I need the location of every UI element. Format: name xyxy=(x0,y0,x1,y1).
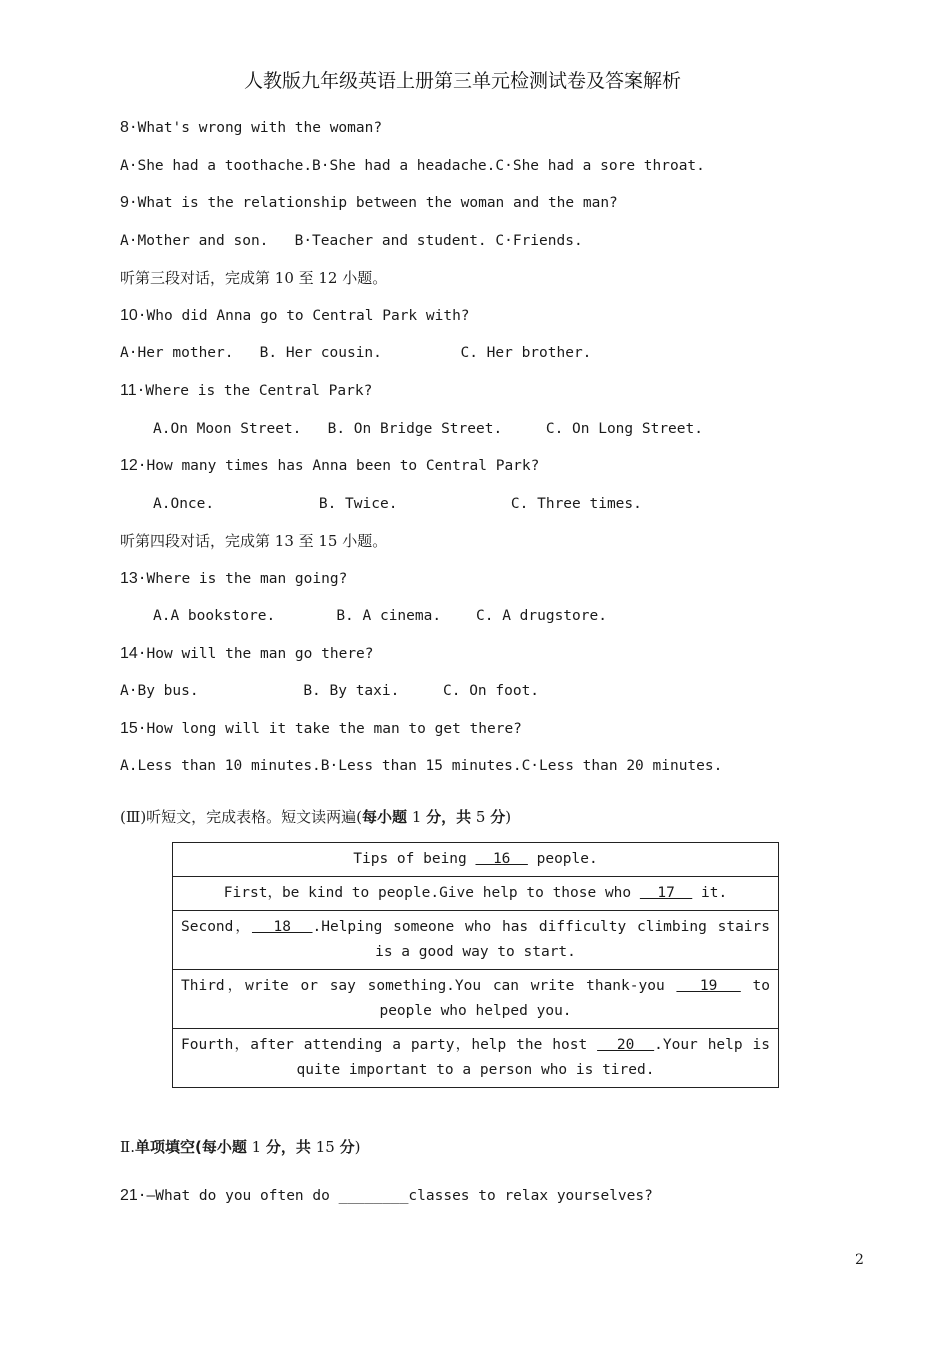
question-sep: · xyxy=(137,1188,147,1204)
cell-text: to people who helped you. xyxy=(379,978,770,1019)
question-10-options: A·Her mother. B. Her cousin. C. Her brother. xyxy=(120,345,592,361)
question-sep: · xyxy=(137,571,147,587)
question-number: 8 xyxy=(120,119,129,136)
question-15 xyxy=(120,718,522,740)
table-cell xyxy=(173,877,779,911)
question-10 xyxy=(120,305,470,327)
question-number: 15 xyxy=(120,720,138,737)
question-8-options: A·She had a toothache.B·She had a headache.C·She had a sore throat. xyxy=(120,158,705,174)
table-row xyxy=(173,970,779,1029)
table-row xyxy=(173,1029,779,1088)
question-text: How many times has Anna been to Central Park? xyxy=(146,458,540,474)
question-text: How will the man go there? xyxy=(146,646,374,662)
table-row xyxy=(173,911,779,970)
table-row xyxy=(173,843,779,877)
cell-text: people. xyxy=(527,851,598,867)
question-number: 12 xyxy=(120,457,138,474)
heading-prefix: (Ⅲ)听短文，完成表格。短文读两遍( xyxy=(120,808,363,826)
question-number: 14 xyxy=(120,645,138,662)
question-9 xyxy=(120,192,618,214)
question-13-options: A.A bookstore. B. A cinema. C. A drugstore. xyxy=(153,608,607,624)
question-12 xyxy=(120,455,539,477)
question-text: Where is the man going? xyxy=(146,571,348,587)
question-number: 11 xyxy=(120,382,137,399)
heading-total: 5 xyxy=(471,808,491,826)
question-21 xyxy=(120,1185,653,1207)
question-8 xyxy=(120,117,382,139)
question-sep: · xyxy=(136,383,146,399)
page-number: 2 xyxy=(855,1252,864,1268)
question-text: What's wrong with the woman? xyxy=(137,120,383,136)
question-14 xyxy=(120,643,374,665)
part-3-heading xyxy=(120,806,511,828)
question-15-options: A.Less than 10 minutes.B·Less than 15 minutes.C·Less than 20 minutes. xyxy=(120,758,723,774)
question-text: —What do you often do ________classes to relax yourselves? xyxy=(146,1188,653,1204)
cell-text: .Helping someone who has difficulty climbing stairs is a good way to start. xyxy=(312,919,770,960)
table-cell xyxy=(173,1029,779,1088)
question-sep: · xyxy=(137,458,147,474)
section-3-instruction: 听第三段对话，完成第 10 至 12 小题。 xyxy=(120,269,388,287)
heading-bold: 分 xyxy=(490,808,506,826)
cell-text: Fourth，after attending a party，help the host xyxy=(181,1037,598,1053)
heading-score: 1 xyxy=(246,1138,266,1156)
heading-bold: 单项填空(每小题 xyxy=(134,1138,247,1156)
question-text: How long will it take the man to get there? xyxy=(146,721,522,737)
question-text: Who did Anna go to Central Park with? xyxy=(146,308,470,324)
blank-16: 16 xyxy=(475,851,528,867)
question-number: 13 xyxy=(120,570,138,587)
heading-score: 1 xyxy=(407,808,427,826)
question-number: 10 xyxy=(120,307,138,324)
heading-bold: 每小题 xyxy=(362,808,408,826)
question-sep: · xyxy=(137,646,147,662)
cell-text: Tips of being xyxy=(353,851,476,867)
section-4-instruction: 听第四段对话，完成第 13 至 15 小题。 xyxy=(120,532,388,550)
question-number: 9 xyxy=(120,194,129,211)
question-11-options: A.On Moon Street. B. On Bridge Street. C. On Long Street. xyxy=(153,421,703,437)
table-cell xyxy=(173,970,779,1029)
part-2-heading xyxy=(120,1136,360,1158)
question-sep: · xyxy=(128,195,138,211)
question-sep: · xyxy=(137,721,147,737)
question-9-options: A·Mother and son. B·Teacher and student. C·Friends. xyxy=(120,233,583,249)
question-12-options: A.Once. B. Twice. C. Three times. xyxy=(153,496,642,512)
document-title: 人教版九年级英语上册第三单元检测试卷及答案解析 xyxy=(243,70,681,92)
cell-text: Second， xyxy=(181,919,252,935)
question-text: What is the relationship between the woman and the man? xyxy=(137,195,618,211)
heading-prefix: Ⅱ. xyxy=(120,1138,135,1156)
cell-text: .Your help is quite important to a person who is tired. xyxy=(296,1037,770,1078)
question-sep: · xyxy=(128,120,138,136)
heading-bold: 分，共 xyxy=(426,808,472,826)
heading-total: 15 xyxy=(310,1138,340,1156)
cell-text: First，be kind to people.Give help to those who xyxy=(223,885,640,901)
table-row xyxy=(173,877,779,911)
question-sep: · xyxy=(137,308,147,324)
cell-text: it. xyxy=(692,885,728,901)
blank-20: 20 xyxy=(597,1037,655,1053)
question-14-options: A·By bus. B. By taxi. C. On foot. xyxy=(120,683,540,699)
tips-table xyxy=(172,842,779,1088)
cell-text: Third，write or say something.You can write thank-you xyxy=(181,978,677,994)
question-13 xyxy=(120,568,347,590)
question-number: 21 xyxy=(120,1187,138,1204)
heading-suffix: ) xyxy=(505,808,512,826)
blank-17: 17 xyxy=(639,885,693,901)
table-cell xyxy=(173,911,779,970)
heading-suffix: ) xyxy=(354,1138,361,1156)
heading-bold: 分 xyxy=(339,1138,355,1156)
question-text: Where is the Central Park? xyxy=(145,383,373,399)
blank-18: 18 xyxy=(251,919,313,935)
blank-19: 19 xyxy=(676,978,741,994)
heading-bold: 分，共 xyxy=(265,1138,311,1156)
question-11 xyxy=(120,380,372,402)
table-cell xyxy=(173,843,779,877)
